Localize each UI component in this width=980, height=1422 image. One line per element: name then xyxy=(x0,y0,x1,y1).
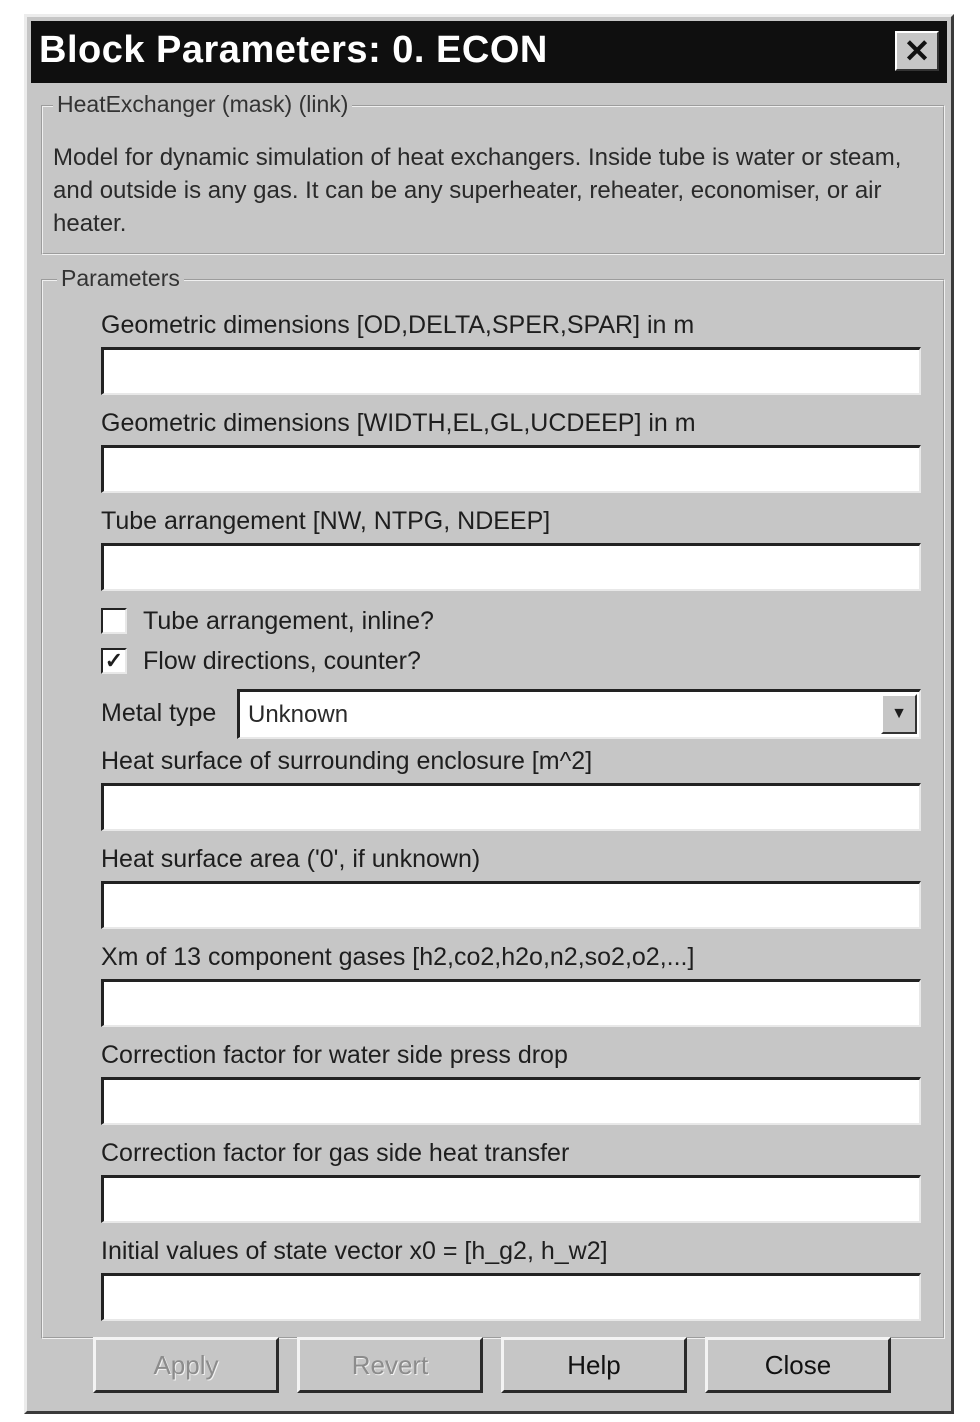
enclosure-surface-label: Heat surface of surrounding enclosure [m^2] xyxy=(101,747,593,775)
gas-heat-transfer-label: Correction factor for gas side heat transfer xyxy=(101,1139,570,1167)
water-press-drop-input[interactable] xyxy=(101,1077,921,1125)
initial-state-label: Initial values of state vector x0 = [h_g2, h_w2] xyxy=(101,1237,608,1265)
revert-button[interactable]: Revert xyxy=(297,1337,483,1393)
button-bar xyxy=(27,1337,951,1407)
title-bar[interactable] xyxy=(31,21,947,83)
enclosure-surface-input[interactable] xyxy=(101,783,921,831)
apply-button[interactable]: Apply xyxy=(93,1337,279,1393)
window-title: Block Parameters: 0. ECON xyxy=(39,29,548,71)
tube-arrangement-input[interactable] xyxy=(101,543,921,591)
gas-heat-transfer-input[interactable] xyxy=(101,1175,921,1223)
close-icon[interactable]: ✕ xyxy=(895,31,939,71)
geometric-dimensions-1-input[interactable] xyxy=(101,347,921,395)
parameters-legend: Parameters xyxy=(57,265,184,292)
initial-state-input[interactable] xyxy=(101,1273,921,1321)
tube-inline-label: Tube arrangement, inline? xyxy=(143,606,434,635)
gas-components-input[interactable] xyxy=(101,979,921,1027)
mask-legend: HeatExchanger (mask) (link) xyxy=(53,91,352,118)
geometric-dimensions-1-label: Geometric dimensions [OD,DELTA,SPER,SPAR] in m xyxy=(101,311,695,339)
metal-type-select[interactable] xyxy=(237,689,921,739)
water-press-drop-label: Correction factor for water side press drop xyxy=(101,1041,568,1069)
mask-description-group xyxy=(41,91,945,255)
heat-surface-area-input[interactable] xyxy=(101,881,921,929)
mask-description: Model for dynamic simulation of heat exchangers. Inside tube is water or steam, and outside is any gas. It can be any superheater, reheater, economiser, or air heater. xyxy=(53,144,902,237)
tube-arrangement-label: Tube arrangement [NW, NTPG, NDEEP] xyxy=(101,507,551,535)
geometric-dimensions-2-label: Geometric dimensions [WIDTH,EL,GL,UCDEEP] in m xyxy=(101,409,696,437)
tube-inline-checkbox-row[interactable] xyxy=(101,605,434,637)
flow-counter-label: Flow directions, counter? xyxy=(143,646,421,675)
flow-counter-checkbox-row[interactable] xyxy=(101,645,421,677)
chevron-down-icon[interactable]: ▼ xyxy=(881,694,917,734)
gas-components-label: Xm of 13 component gases [h2,co2,h2o,n2,so2,o2,...] xyxy=(101,943,695,971)
heat-surface-area-label: Heat surface area ('0', if unknown) xyxy=(101,845,481,873)
metal-type-value: Unknown xyxy=(248,701,349,728)
metal-type-row xyxy=(101,689,921,739)
metal-type-label: Metal type xyxy=(101,699,217,727)
parameters-group xyxy=(41,265,945,1339)
close-button[interactable]: Close xyxy=(705,1337,891,1393)
geometric-dimensions-2-input[interactable] xyxy=(101,445,921,493)
tube-inline-checkbox[interactable] xyxy=(101,608,127,634)
block-parameters-dialog xyxy=(24,14,954,1414)
help-button[interactable]: Help xyxy=(501,1337,687,1393)
flow-counter-checkbox[interactable]: ✓ xyxy=(101,648,127,674)
